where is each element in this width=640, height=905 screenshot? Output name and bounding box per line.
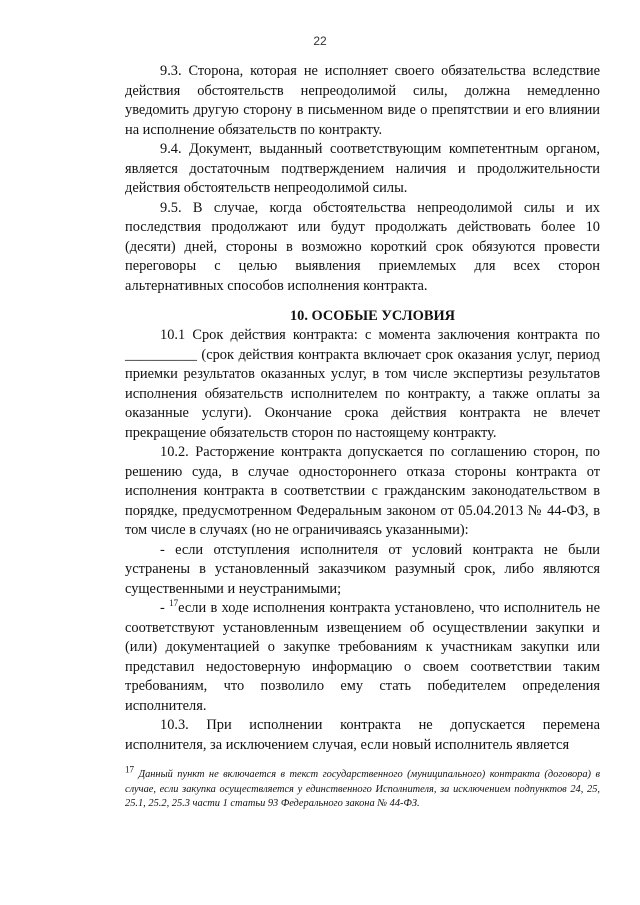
list-dash: - <box>160 600 170 616</box>
section-heading-10: 10. ОСОБЫЕ УСЛОВИЯ <box>289 308 456 324</box>
footnote-text: Данный пункт не включается в текст государственного (муниципального) контракта (договора) в случае, если закупка осуществляется у единственного Исполнителя, за исключением подпунктов 24, 25, 25.1, 25.2, 25.3 части 1 статьи 93 Федерального закона № 44-ФЗ. <box>125 769 600 809</box>
paragraph-10-2: 10.2. Расторжение контракта допускается по соглашению сторон, по решению суда, в случае одностороннего отказа стороны контракта от исполнения контракта в соответствии с гражданским законодательством в порядке, предусмотренном Федеральным законом от 05.04.2013 № 44-ФЗ, в том числе в случаях (но не ограничиваясь указанными): <box>125 444 600 538</box>
list-item-termination-2 <box>125 599 600 716</box>
paragraph-9-4: 9.4. Документ, выданный соответствующим компетентным органом, является достаточным подтверждением наличия и продолжительности действия обстоятельств непреодолимой силы. <box>125 141 600 196</box>
footnote-mark: 17 <box>125 764 134 775</box>
paragraph-9-3: 9.3. Сторона, которая не исполняет своего обязательства вследствие действия обстоятельств непреодолимой силы, должна немедленно уведомить другую сторону в письменном виде о препятствии и его влиянии на исполнение обязательств по контракту. <box>125 63 600 138</box>
document-body <box>125 62 600 755</box>
footnote-reference[interactable]: 17 <box>169 598 179 609</box>
list-item-text: если в ходе исполнения контракта установлено, что исполнитель не соответствуют установленным извещением об осуществлении закупки и (или) документацией о закупке требованиям к участникам закупки или представил недостоверную информацию о своем соответствии таким требованиям, что позволило ему стать победителем определения исполнителя. <box>125 600 601 714</box>
list-item-termination-1: - если отступления исполнителя от условий контракта не были устранены в установленный заказчиком разумный срок, либо являются существенными и неустранимыми; <box>125 541 600 597</box>
footnote <box>125 764 600 812</box>
paragraph-10-3: 10.3. При исполнении контракта не допускается перемена исполнителя, за исключением случая, если новый исполнитель является <box>125 717 600 753</box>
paragraph-10-1: 10.1 Срок действия контракта: с момента заключения контракта по __________ (срок действия контракта включает срок оказания услуг, период приемки результатов оказанных услуг, в том числе экспертизы результатов исполнения обязательств исполнителем по контракту, а также оплаты за оказанные услуги). Окончание срока действия контракта не влечет прекращение обязательств сторон по настоящему контракту. <box>125 327 600 441</box>
page-number: 22 <box>313 34 327 48</box>
paragraph-9-5: 9.5. В случае, когда обстоятельства непреодолимой силы и их последствия продолжают или будут продолжать действовать более 10 (десяти) дней, стороны в возможно короткий срок обязуются провести переговоры с целью выявления приемлемых для всех сторон альтернативных способов исполнения контракта. <box>125 199 600 294</box>
